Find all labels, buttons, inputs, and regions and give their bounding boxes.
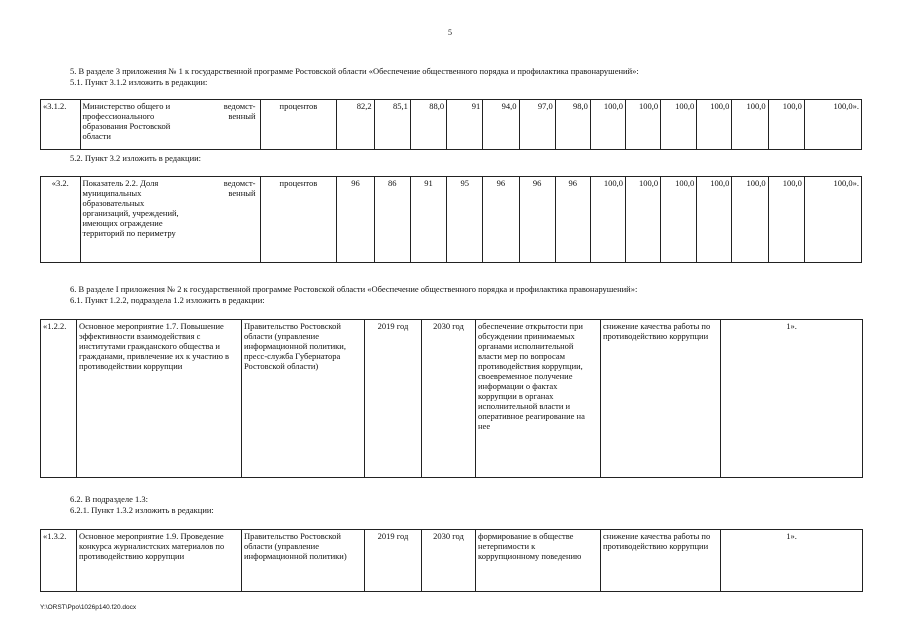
page-number: 5 [448, 28, 452, 37]
indicator-name-cell [80, 100, 260, 150]
item-number: «3.1.2. [41, 100, 81, 150]
table-row [41, 530, 863, 592]
item-number: «1.3.2. [41, 530, 77, 592]
paragraph-5-2: 5.2. Пункт 3.2 изложить в редакции: [70, 153, 202, 163]
expected-result: обеспечение открытости при обсуждении принимаемых органами исполнительной власти мер по вопросам противодействия коррупции, своевременное получение информации о фактах коррупции в органах исполнительной власти и оперативное реагирование на нее [476, 320, 601, 478]
unit: процентов [260, 177, 337, 263]
measure-table-1-3-2 [40, 529, 863, 592]
end-year: 2030 год [422, 320, 476, 478]
value-cell: 100,0 [768, 177, 804, 263]
executor: Правительство Ростовской области (управление информационной политики, пресс-служба Губернатора Ростовской области) [242, 320, 365, 478]
indicator-link: 1». [721, 320, 863, 478]
value-cell: 100,0 [697, 177, 732, 263]
value-cell: 100,0 [768, 100, 804, 150]
value-cell: 91 [447, 100, 483, 150]
value-cell: 100,0 [590, 177, 625, 263]
value-cell: 100,0». [804, 177, 861, 263]
value-cell: 100,0 [732, 177, 768, 263]
executor: Правительство Ростовской области (управление информационной политики) [242, 530, 365, 592]
value-cell: 100,0». [804, 100, 861, 150]
value-cell: 100,0 [661, 177, 697, 263]
value-cell: 98,0 [555, 100, 590, 150]
table-row [41, 320, 863, 478]
value-cell: 100,0 [732, 100, 768, 150]
value-cell: 96 [555, 177, 590, 263]
paragraph-6: 6. В разделе I приложения № 2 к государственной программе Ростовской области «Обеспечение общественного порядка и профилактика правонарушений»: [70, 284, 638, 294]
value-cell: 85,1 [374, 100, 410, 150]
value-cell: 96 [337, 177, 374, 263]
file-path-footer: Y:\ORST\Ppo\1026p140.f20.docx [40, 604, 137, 611]
start-year: 2019 год [365, 320, 422, 478]
event-name: Основное мероприятие 1.7. Повышение эффективности взаимодействия с институтами гражданского общества и гражданами, привлечение их к участию в противодействии коррупции [77, 320, 242, 478]
expected-result: формирование в обществе нетерпимости к коррупционному поведению [476, 530, 601, 592]
item-number: «3.2. [41, 177, 81, 263]
consequence: снижение качества работы по противодействию коррупции [601, 530, 721, 592]
indicator-name: Министерство общего и профессионального образования Ростовской области [82, 101, 171, 141]
paragraph-5: 5. В разделе 3 приложения № 1 к государственной программе Ростовской области «Обеспечение общественного порядка и профилактика правонарушений»: [70, 66, 639, 76]
indicator-name-cell [80, 177, 260, 263]
value-cell: 100,0 [697, 100, 732, 150]
paragraph-5-1: 5.1. Пункт 3.1.2 изложить в редакции: [70, 77, 208, 87]
indicator-name: Показатель 2.2. Доля муниципальных образовательных организаций, учреждений, имеющих ограждение территорий по периметру [82, 178, 179, 238]
unit: процентов [260, 100, 337, 150]
indicator-kind-2: венный [228, 111, 256, 121]
measure-table-1-2-2 [40, 319, 863, 478]
value-cell: 94,0 [483, 100, 519, 150]
item-number: «1.2.2. [41, 320, 77, 478]
indicator-table-3-1-2 [40, 99, 862, 150]
indicator-kind-1: ведомст- [223, 101, 256, 111]
value-cell: 96 [519, 177, 555, 263]
table-row [41, 177, 862, 263]
paragraph-6-2-1: 6.2.1. Пункт 1.3.2 изложить в редакции: [70, 505, 214, 515]
value-cell: 82,2 [337, 100, 374, 150]
value-cell: 91 [410, 177, 446, 263]
start-year: 2019 год [365, 530, 422, 592]
value-cell: 96 [483, 177, 519, 263]
value-cell: 97,0 [519, 100, 555, 150]
indicator-kind-1: ведомст- [223, 178, 256, 188]
indicator-kind-2: венный [228, 188, 256, 198]
paragraph-6-2: 6.2. В подразделе 1.3: [70, 494, 148, 504]
value-cell: 95 [447, 177, 483, 263]
value-cell: 100,0 [590, 100, 625, 150]
value-cell: 100,0 [625, 100, 660, 150]
table-row [41, 100, 862, 150]
consequence: снижение качества работы по противодействию коррупции [601, 320, 721, 478]
value-cell: 100,0 [661, 100, 697, 150]
end-year: 2030 год [422, 530, 476, 592]
indicator-table-3-2 [40, 176, 862, 263]
event-name: Основное мероприятие 1.9. Проведение конкурса журналистских материалов по противодействию коррупции [77, 530, 242, 592]
paragraph-6-1: 6.1. Пункт 1.2.2, подраздела 1.2 изложить в редакции: [70, 295, 265, 305]
value-cell: 86 [374, 177, 410, 263]
value-cell: 88,0 [410, 100, 446, 150]
value-cell: 100,0 [625, 177, 660, 263]
indicator-link: 1». [721, 530, 863, 592]
